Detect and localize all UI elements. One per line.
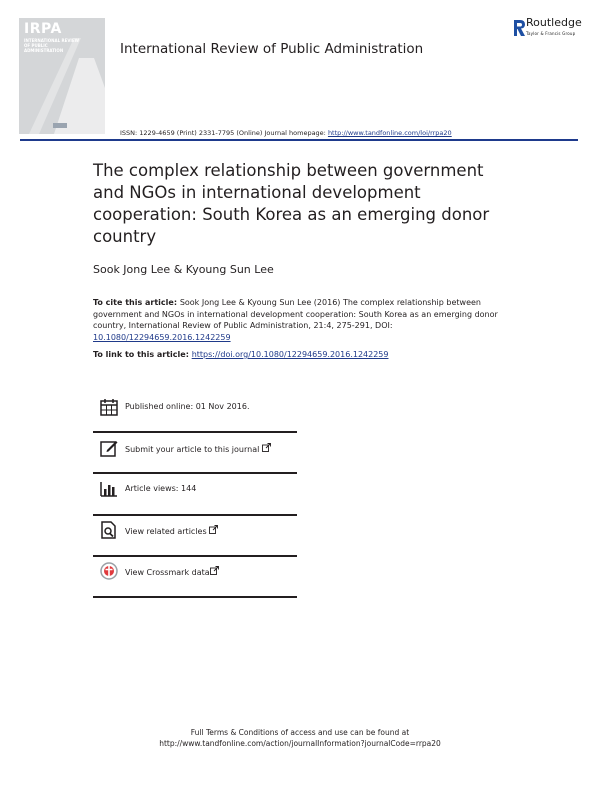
article-authors: Sook Jong Lee & Kyoung Sun Lee — [93, 263, 274, 276]
issn-line — [120, 129, 452, 137]
divider — [93, 514, 297, 516]
routledge-logo-icon — [512, 18, 526, 38]
link-label: To link to this article: — [93, 350, 192, 359]
article-views-count: Article views: 144 — [125, 484, 197, 493]
crossmark-icon — [100, 562, 118, 580]
external-link-icon — [209, 525, 218, 534]
cover-subtitle: INTERNATIONAL REVIEW OF PUBLIC ADMINISTRATION — [24, 38, 80, 53]
divider — [93, 555, 297, 557]
edit-icon — [100, 439, 118, 457]
related-articles-row[interactable] — [100, 521, 297, 558]
submit-article-row[interactable] — [100, 439, 297, 476]
article-views-row — [100, 480, 297, 517]
external-link-icon — [262, 443, 271, 452]
published-date: Published online: 01 Nov 2016. — [125, 402, 250, 411]
citation-block — [93, 297, 503, 343]
footer-terms-link[interactable]: http://www.tandfonline.com/action/journalInformation?journalCode=rrpa20 — [159, 739, 441, 748]
footer-terms: Full Terms & Conditions of access and use can be found at — [190, 728, 410, 737]
citation-text: Sook Jong Lee & Kyoung Sun Lee (2016) The complex relationship between government and NGOs in international development cooperation: South Korea as an emerging donor country, International Review of Public Administration, 21:4, 275-291, DOI: — [93, 298, 498, 330]
publisher-name: Routledge — [526, 16, 582, 29]
journal-cover — [19, 18, 105, 134]
citation-doi-link[interactable]: 10.1080/12294659.2016.1242259 — [93, 332, 231, 342]
article-doi-link[interactable]: https://doi.org/10.1080/12294659.2016.1242259 — [191, 350, 389, 359]
citation-label: To cite this article: — [93, 298, 180, 307]
document-search-icon — [100, 521, 118, 539]
crossmark-link[interactable]: View Crossmark data — [125, 566, 219, 577]
related-articles-link[interactable]: View related articles — [125, 525, 218, 536]
article-link-line — [93, 350, 389, 359]
submit-article-link[interactable]: Submit your article to this journal — [125, 443, 271, 454]
bar-chart-icon — [100, 480, 118, 498]
issn-text: ISSN: 1229-4659 (Print) 2331-7795 (Online) Journal homepage: — [120, 129, 328, 137]
calendar-icon — [100, 398, 118, 416]
header-rule — [20, 139, 578, 141]
journal-title: International Review of Public Administration — [120, 41, 424, 57]
publisher-tagline: Taylor & Francis Group — [526, 31, 576, 36]
divider — [93, 472, 297, 474]
published-row — [100, 398, 297, 435]
crossmark-row[interactable] — [100, 562, 297, 599]
external-link-icon — [210, 566, 219, 575]
cover-abbrev: IRPA — [24, 21, 62, 37]
divider — [93, 596, 297, 598]
article-title: The complex relationship between government and NGOs in international development cooperation: South Korea as an emerging donor country — [93, 161, 490, 246]
journal-homepage-link[interactable]: http://www.tandfonline.com/loi/rrpa20 — [327, 129, 452, 137]
divider — [93, 431, 297, 433]
